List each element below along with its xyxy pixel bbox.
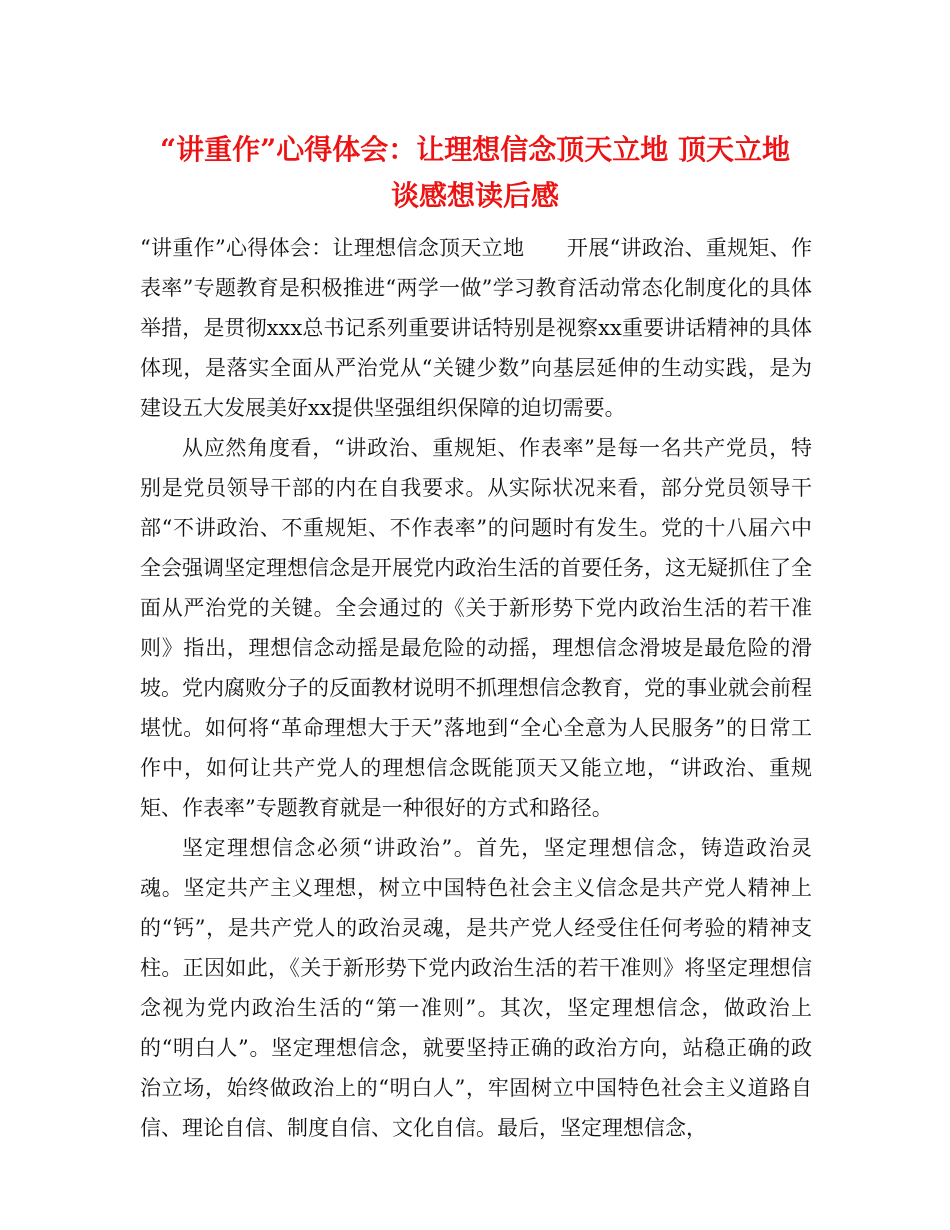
document-title-line-1: “讲重作”心得体会：让理想信念顶天立地 顶天立地 bbox=[160, 133, 790, 166]
paragraph-2: 从应然角度看，“讲政治、重规矩、作表率”是每一名共产党员，特别是党员领导干部的内在自我要求。从实际状况来看，部分党员领导干部“不讲政治、不重规矩、不作表率”的问题时有发生。党的十八届六中全会强调坚定理想信念是开展党内政治生活的首要任务，这无疑抓住了全面从严治党的关键。全会通过的《关于新形势下党内政治生活的若干准则》指出，理想信念动摇是最危险的动摇，理想信念滑坡是最危险的滑坡。党内腐败分子的反面教材说明不抓理想信念教育，党的事业就会前程堪忧。如何将“革命理想大于天”落地到“全心全意为人民服务”的日常工作中，如何让共产党人的理想信念既能顶天又能立地，“讲政治、重规矩、作表率”专题教育就是一种很好的方式和路径。 bbox=[140, 436, 812, 820]
paragraph-1: “讲重作”心得体会：让理想信念顶天立地 开展“讲政治、重规矩、作表率”专题教育是积极推进“两学一做”学习教育活动常态化制度化的具体举措，是贯彻xxx总书记系列重要讲话特别是视察xx重要讲话精神的具体体现，是落实全面从严治党从“关键少数”向基层延伸的生动实践，是为建设五大发展美好xx提供坚强组织保障的迫切需要。 bbox=[140, 236, 812, 420]
document-title-line-2: 谈感想读后感 bbox=[390, 179, 559, 212]
paragraph-3: 坚定理想信念必须“讲政治”。首先，坚定理想信念，铸造政治灵魂。坚定共产主义理想，树立中国特色社会主义信念是共产党人精神上的“钙”，是共产党人的政治灵魂，是共产党人经受住任何考验的精神支柱。正因如此，《关于新形势下党内政治生活的若干准则》将坚定理想信念视为党内政治生活的“第一准则”。其次，坚定理想信念，做政治上的“明白人”。坚定理想信念，就要坚持正确的政治方向，站稳正确的政治立场，始终做政治上的“明白人”，牢固树立中国特色社会主义道路自信、理论自信、制度自信、文化自信。最后，坚定理想信念， bbox=[140, 836, 812, 1140]
document-body bbox=[140, 228, 812, 1148]
